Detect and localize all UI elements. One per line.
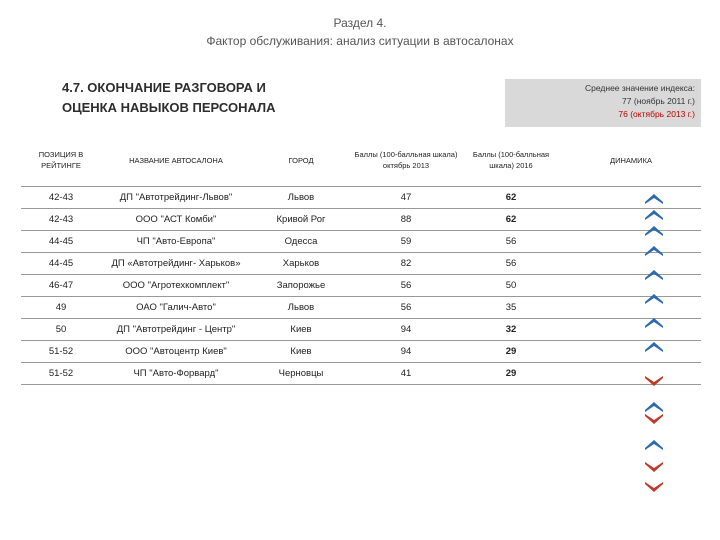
cell-score-2016: 62 bbox=[461, 209, 561, 231]
cell-name: ООО "Агротехкомплект" bbox=[101, 275, 251, 297]
arrow-up-icon bbox=[644, 224, 664, 236]
cell-score-2013: 41 bbox=[351, 363, 461, 385]
arrow-up-icon bbox=[644, 316, 664, 328]
cell-score-2016: 32 bbox=[461, 319, 561, 341]
cell-score-2013: 47 bbox=[351, 187, 461, 209]
arrow-up-icon bbox=[644, 208, 664, 220]
cell-dynamics bbox=[561, 341, 701, 363]
cell-name: ООО "АСТ Комби" bbox=[101, 209, 251, 231]
header-city: ГОРОД bbox=[251, 134, 351, 187]
cell-score-2013: 88 bbox=[351, 209, 461, 231]
cell-dynamics bbox=[561, 187, 701, 209]
table-row bbox=[21, 187, 701, 209]
arrow-up-icon bbox=[644, 244, 664, 256]
cell-city: Киев bbox=[251, 341, 351, 363]
table-row bbox=[21, 275, 701, 297]
table-row bbox=[21, 209, 701, 231]
page-subtitle: Фактор обслуживания: анализ ситуации в автосалонах bbox=[206, 34, 514, 48]
table-row bbox=[21, 319, 701, 341]
cell-city: Кривой Рог bbox=[251, 209, 351, 231]
arrow-down-icon bbox=[644, 414, 664, 426]
cell-score-2013: 94 bbox=[351, 319, 461, 341]
cell-score-2013: 59 bbox=[351, 231, 461, 253]
cell-score-2013: 82 bbox=[351, 253, 461, 275]
cell-score-2016: 62 bbox=[461, 187, 561, 209]
cell-city: Львов bbox=[251, 187, 351, 209]
cell-position: 42-43 bbox=[21, 187, 101, 209]
cell-name: ООО "Автоцентр Киев" bbox=[101, 341, 251, 363]
cell-score-2016: 56 bbox=[461, 253, 561, 275]
arrow-up-icon bbox=[644, 400, 664, 412]
cell-position: 46-47 bbox=[21, 275, 101, 297]
arrow-up-icon bbox=[644, 292, 664, 304]
table-header-row bbox=[21, 134, 701, 187]
cell-name: ДП "Автотрейдинг - Центр" bbox=[101, 319, 251, 341]
cell-dynamics bbox=[561, 319, 701, 341]
table-row bbox=[21, 363, 701, 385]
cell-position: 44-45 bbox=[21, 231, 101, 253]
table-row bbox=[21, 297, 701, 319]
cell-score-2013: 56 bbox=[351, 275, 461, 297]
table-row bbox=[21, 341, 701, 363]
header-score-2013: Баллы (100-балльная шкала) октябрь 2013 bbox=[351, 134, 461, 187]
cell-name: ЧП "Авто-Форвард" bbox=[101, 363, 251, 385]
arrow-down-icon bbox=[644, 482, 664, 494]
ranking-table bbox=[21, 134, 701, 385]
cell-city: Киев bbox=[251, 319, 351, 341]
header-position: ПОЗИЦИЯ В РЕЙТИНГЕ bbox=[21, 134, 101, 187]
arrow-up-icon bbox=[644, 192, 664, 204]
cell-dynamics bbox=[561, 275, 701, 297]
cell-city: Одесса bbox=[251, 231, 351, 253]
cell-position: 44-45 bbox=[21, 253, 101, 275]
cell-city: Запорожье bbox=[251, 275, 351, 297]
cell-city: Харьков bbox=[251, 253, 351, 275]
cell-score-2016: 35 bbox=[461, 297, 561, 319]
cell-score-2016: 29 bbox=[461, 363, 561, 385]
cell-name: ОАО "Галич-Авто" bbox=[101, 297, 251, 319]
header-score-2016: Баллы (100-балльная шкала) 2016 bbox=[461, 134, 561, 187]
index-value-2013: 76 (октябрь 2013 г.) bbox=[618, 109, 695, 119]
cell-dynamics bbox=[561, 297, 701, 319]
cell-city: Львов bbox=[251, 297, 351, 319]
cell-dynamics bbox=[561, 253, 701, 275]
section-title-line2: ОЦЕНКА НАВЫКОВ ПЕРСОНАЛА bbox=[62, 100, 276, 115]
cell-score-2013: 94 bbox=[351, 341, 461, 363]
header-name: НАЗВАНИЕ АВТОСАЛОНА bbox=[101, 134, 251, 187]
section-title bbox=[62, 78, 342, 118]
table-row bbox=[21, 253, 701, 275]
cell-position: 51-52 bbox=[21, 363, 101, 385]
cell-position: 50 bbox=[21, 319, 101, 341]
cell-name: ЧП "Авто-Европа" bbox=[101, 231, 251, 253]
cell-score-2016: 50 bbox=[461, 275, 561, 297]
arrow-up-icon bbox=[644, 438, 664, 450]
cell-position: 51-52 bbox=[21, 341, 101, 363]
section-title-line1: 4.7. ОКОНЧАНИЕ РАЗГОВОРА И bbox=[62, 80, 266, 95]
cell-name: ДП "Автотрейдинг-Львов" bbox=[101, 187, 251, 209]
header-dynamics: ДИНАМИКА bbox=[561, 134, 701, 187]
cell-dynamics bbox=[561, 363, 701, 385]
cell-dynamics bbox=[561, 209, 701, 231]
index-value-2011: 77 (ноябрь 2011 г.) bbox=[622, 96, 695, 106]
page-header bbox=[0, 14, 720, 50]
arrow-up-icon bbox=[644, 340, 664, 352]
table-row bbox=[21, 231, 701, 253]
index-label: Среднее значение индекса: bbox=[585, 83, 695, 93]
cell-position: 42-43 bbox=[21, 209, 101, 231]
arrow-down-icon bbox=[644, 376, 664, 388]
cell-score-2016: 29 bbox=[461, 341, 561, 363]
arrow-up-icon bbox=[644, 268, 664, 280]
cell-position: 49 bbox=[21, 297, 101, 319]
cell-name: ДП «Автотрейдинг- Харьков» bbox=[101, 253, 251, 275]
cell-score-2016: 56 bbox=[461, 231, 561, 253]
cell-city: Черновцы bbox=[251, 363, 351, 385]
page-title: Раздел 4. bbox=[333, 16, 387, 30]
cell-dynamics bbox=[561, 231, 701, 253]
arrow-down-icon bbox=[644, 462, 664, 474]
cell-score-2013: 56 bbox=[351, 297, 461, 319]
average-index-box bbox=[505, 79, 701, 127]
